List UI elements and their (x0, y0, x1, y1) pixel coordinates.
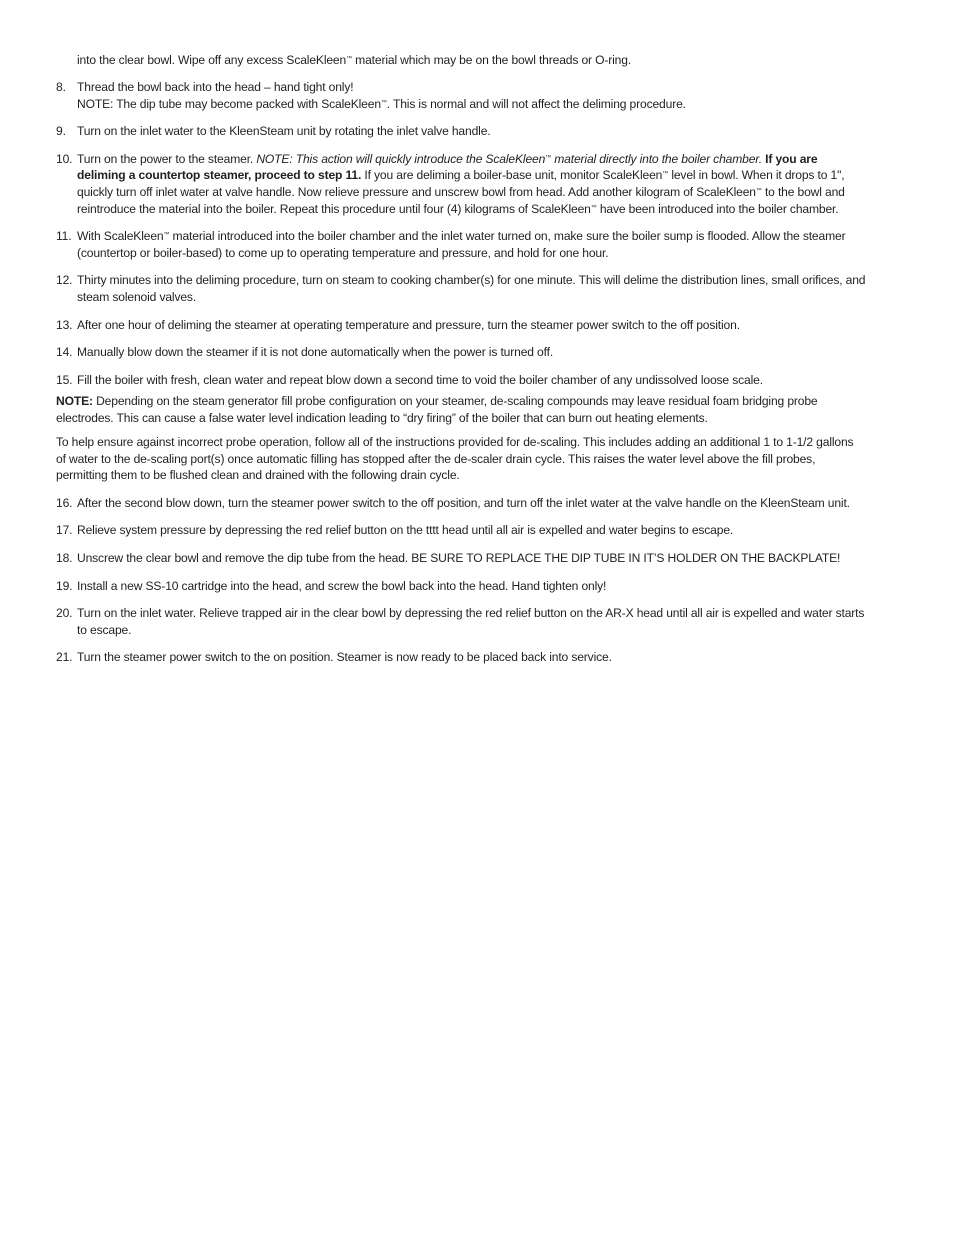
step-8-note-a: NOTE: The dip tube may become packed with ScaleKleen (77, 96, 381, 111)
step-18 (56, 550, 866, 567)
trademark-symbol: ™ (163, 232, 170, 239)
step-16 (56, 495, 866, 512)
trademark-symbol: ™ (545, 154, 552, 161)
step-10-italic-note (256, 152, 762, 166)
help-paragraph: To help ensure against incorrect probe operation, follow all of the instructions provided for de-scaling. This includes adding an additional 1 to 1-1/2 gallons of water to the de-scaling port(s) once automatic filling has stopped after the de-scaler drain cycle. This raises the water level above the fill probes, permitting them to be flushed clean and drained with the following drain cycle. (56, 435, 854, 483)
step-10-part-1: Turn on the power to the steamer. (77, 151, 257, 166)
step-number: 13. (56, 317, 73, 332)
trademark-symbol: ™ (755, 188, 762, 195)
step-number: 11. (56, 229, 72, 244)
step-14-text: Manually blow down the steamer if it is not done automatically when the power is turned off. (77, 345, 554, 360)
step-10-part-4: to the bowl and reintroduce the material into the boiler. Repeat this procedure until four (4) kilograms of ScaleKleen (77, 185, 845, 216)
intro-text-b: material which may be on the bowl threads or O-ring. (351, 53, 632, 67)
step-9 (56, 123, 866, 140)
step-number: 19. (56, 578, 73, 593)
step-12-text: Thirty minutes into the deliming procedure, turn on steam to cooking chamber(s) for one minute. This will delime the distribution lines, small orifices, and steam solenoid valves. (77, 273, 866, 305)
step-20 (56, 605, 866, 638)
note-paragraph (56, 393, 866, 426)
step-12 (56, 272, 866, 305)
step-20-text: Turn on the inlet water. Relieve trapped air in the clear bowl by depressing the red relief button on the AR-X head until all air is expelled and water starts to escape. (77, 606, 865, 637)
step-8-body (77, 79, 866, 112)
step-17 (56, 522, 866, 539)
step-number: 15. (56, 372, 73, 387)
step-number: 20. (56, 606, 73, 621)
step-15 (56, 372, 866, 389)
trademark-symbol: ™ (380, 99, 387, 106)
step-10-italic-a: NOTE: This action will quickly introduce the ScaleKleen (256, 151, 546, 166)
step-15-text: Fill the boiler with fresh, clean water and repeat blow down a second time to void the boiler chamber of any undissolved loose scale. (77, 372, 763, 387)
step-11-text (77, 228, 866, 261)
step-11-part-a: With ScaleKleen (77, 229, 164, 244)
step-18-text: Unscrew the clear bowl and remove the dip tube from the head. BE SURE TO REPLACE THE DIP TUBE IN IT’S HOLDER ON THE BACKPLATE! (77, 551, 841, 566)
step-number: 14. (56, 345, 73, 360)
step-7-continuation (56, 52, 866, 69)
step-11-part-b: material introduced into the boiler chamber and the inlet water turned on, make sure the boiler sump is flooded. Allow the steamer (countertop or boiler-based) to come up to operating temperature and pressure, and hold for one hour. (77, 229, 846, 260)
step-8-line-1: Thread the bowl back into the head – hand tight only! (77, 80, 354, 95)
step-13-text: After one hour of deliming the steamer at operating temperature and pressure, turn the steamer power switch to the off position. (77, 317, 740, 332)
step-number: 9. (56, 124, 66, 139)
trademark-symbol: ™ (662, 171, 669, 178)
step-number: 8. (56, 80, 66, 95)
step-10-text (77, 151, 866, 217)
note-text: Depending on the steam generator fill probe configuration on your steamer, de-scaling compounds may leave residual foam bridging probe electrodes. This can cause a false water level indication leading to “dry firing” of the boiler that can burn out heating elements. (56, 393, 818, 425)
step-number: 12. (56, 273, 73, 288)
trademark-symbol: ™ (590, 204, 597, 211)
step-9-text: Turn on the inlet water to the KleenSteam unit by rotating the inlet valve handle. (77, 124, 491, 139)
step-19 (56, 578, 866, 595)
step-17-text: Relieve system pressure by depressing the red relief button on the tttt head until all air is expelled and water begins to escape. (77, 523, 734, 538)
step-19-text: Install a new SS-10 cartridge into the head, and screw the bowl back into the head. Hand tighten only! (77, 578, 607, 593)
step-10-italic-b: material directly into the boiler chamber. (551, 151, 762, 166)
step-13 (56, 317, 866, 334)
trademark-symbol: ™ (346, 56, 352, 62)
step-number: 21. (56, 650, 73, 665)
instruction-page (56, 52, 866, 666)
step-21-text: Turn the steamer power switch to the on position. Steamer is now ready to be placed back into service. (77, 650, 612, 665)
step-number: 10. (56, 151, 73, 166)
note-label: NOTE: (56, 393, 93, 408)
step-8-note-b: . This is normal and will not affect the deliming procedure. (386, 96, 686, 111)
step-10-part-5: have been introduced into the boiler chamber. (596, 201, 839, 216)
step-number: 18. (56, 551, 73, 566)
step-10-part-2: If you are deliming a boiler-base unit, monitor ScaleKleen (361, 168, 663, 183)
step-14 (56, 344, 866, 361)
step-10 (56, 151, 866, 217)
step-number: 17. (56, 523, 73, 538)
intro-text-a: into the clear bowl. Wipe off any excess ScaleKleen (77, 53, 347, 67)
step-8-note (77, 96, 866, 113)
step-10-bold-instruction: If you are deliming a countertop steamer, proceed to step 11. (77, 151, 818, 183)
step-number: 16. (56, 495, 73, 510)
step-10-part-3: level in bowl. When it drops to 1", quickly turn off inlet water at valve handle. Now relieve pressure and unscrew bowl from head. Add another kilogram of ScaleKleen (77, 168, 845, 200)
step-11 (56, 228, 866, 261)
step-8 (56, 79, 866, 112)
step-21 (56, 649, 866, 666)
step-16-text: After the second blow down, turn the steamer power switch to the off position, and turn off the inlet water at the valve handle on the KleenSteam unit. (77, 495, 850, 510)
